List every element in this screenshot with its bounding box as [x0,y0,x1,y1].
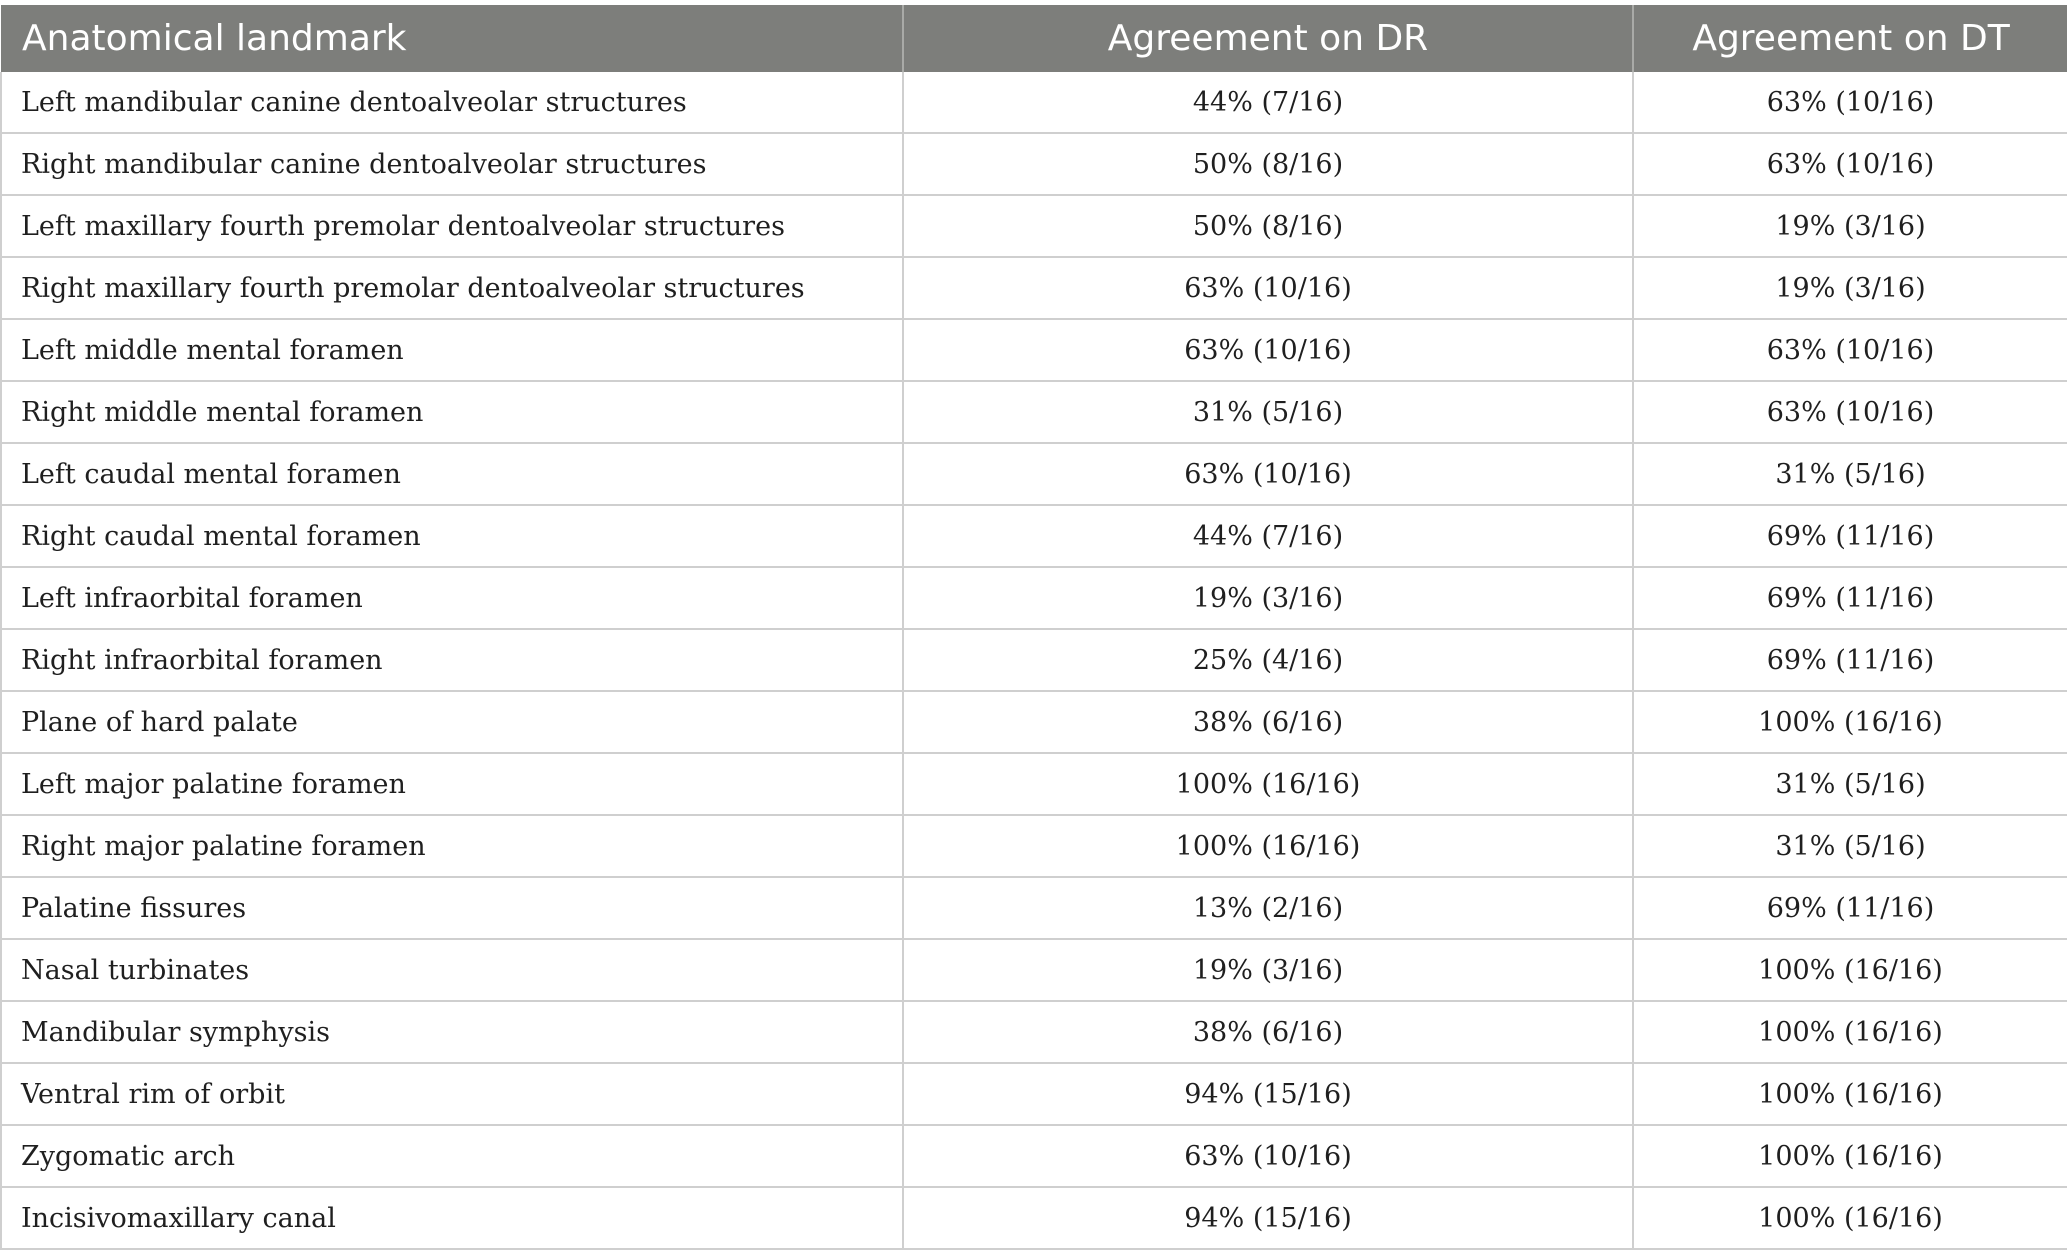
header-agreement-dt: Agreement on DT [1633,5,2067,72]
landmark-cell: Left major palatine foramen [1,753,903,815]
table-row [1,1001,2067,1063]
table-row [1,133,2067,195]
agreement-dt-cell: 69% (11/16) [1633,877,2067,939]
agreement-dr-cell: 38% (6/16) [903,1001,1633,1063]
table-row [1,753,2067,815]
table-row [1,72,2067,133]
landmark-cell: Left middle mental foramen [1,319,903,381]
landmark-cell: Left maxillary fourth premolar dentoalveolar structures [1,195,903,257]
table-row [1,195,2067,257]
agreement-table-container [0,5,2067,1250]
table-row [1,1063,2067,1125]
table-row [1,381,2067,443]
table-row [1,319,2067,381]
agreement-dt-cell: 100% (16/16) [1633,691,2067,753]
landmark-cell: Zygomatic arch [1,1125,903,1187]
agreement-dr-cell: 63% (10/16) [903,257,1633,319]
agreement-dt-cell: 69% (11/16) [1633,629,2067,691]
landmark-cell: Right middle mental foramen [1,381,903,443]
table-row [1,815,2067,877]
agreement-dr-cell: 25% (4/16) [903,629,1633,691]
landmark-cell: Nasal turbinates [1,939,903,1001]
table-row [1,877,2067,939]
agreement-dt-cell: 69% (11/16) [1633,505,2067,567]
agreement-dr-cell: 19% (3/16) [903,939,1633,1001]
agreement-dr-cell: 63% (10/16) [903,443,1633,505]
agreement-dt-cell: 63% (10/16) [1633,72,2067,133]
table-row [1,939,2067,1001]
landmark-cell: Right mandibular canine dentoalveolar structures [1,133,903,195]
table-row [1,567,2067,629]
landmark-cell: Ventral rim of orbit [1,1063,903,1125]
agreement-dr-cell: 31% (5/16) [903,381,1633,443]
landmark-cell: Palatine fissures [1,877,903,939]
header-anatomical-landmark: Anatomical landmark [1,5,903,72]
agreement-dr-cell: 38% (6/16) [903,691,1633,753]
agreement-table [0,5,2067,1250]
landmark-cell: Mandibular symphysis [1,1001,903,1063]
landmark-cell: Left caudal mental foramen [1,443,903,505]
agreement-dt-cell: 100% (16/16) [1633,1187,2067,1249]
agreement-dt-cell: 100% (16/16) [1633,1001,2067,1063]
header-agreement-dr: Agreement on DR [903,5,1633,72]
agreement-dr-cell: 19% (3/16) [903,567,1633,629]
agreement-dt-cell: 31% (5/16) [1633,753,2067,815]
table-row [1,1187,2067,1249]
landmark-cell: Left mandibular canine dentoalveolar structures [1,72,903,133]
agreement-dt-cell: 63% (10/16) [1633,319,2067,381]
table-row [1,1125,2067,1187]
agreement-dr-cell: 44% (7/16) [903,505,1633,567]
agreement-dr-cell: 50% (8/16) [903,133,1633,195]
agreement-dt-cell: 31% (5/16) [1633,443,2067,505]
agreement-dt-cell: 100% (16/16) [1633,1063,2067,1125]
table-body [1,72,2067,1249]
agreement-dt-cell: 19% (3/16) [1633,195,2067,257]
table-row [1,691,2067,753]
agreement-dr-cell: 94% (15/16) [903,1063,1633,1125]
landmark-cell: Right maxillary fourth premolar dentoalveolar structures [1,257,903,319]
agreement-dr-cell: 63% (10/16) [903,319,1633,381]
agreement-dt-cell: 63% (10/16) [1633,133,2067,195]
agreement-dr-cell: 100% (16/16) [903,753,1633,815]
agreement-dt-cell: 31% (5/16) [1633,815,2067,877]
agreement-dr-cell: 94% (15/16) [903,1187,1633,1249]
agreement-dr-cell: 100% (16/16) [903,815,1633,877]
table-row [1,505,2067,567]
table-row [1,443,2067,505]
agreement-dt-cell: 19% (3/16) [1633,257,2067,319]
landmark-cell: Right major palatine foramen [1,815,903,877]
agreement-dt-cell: 69% (11/16) [1633,567,2067,629]
agreement-dr-cell: 50% (8/16) [903,195,1633,257]
landmark-cell: Plane of hard palate [1,691,903,753]
table-row [1,257,2067,319]
table-row [1,629,2067,691]
agreement-dr-cell: 13% (2/16) [903,877,1633,939]
agreement-dt-cell: 100% (16/16) [1633,939,2067,1001]
agreement-dr-cell: 63% (10/16) [903,1125,1633,1187]
landmark-cell: Right caudal mental foramen [1,505,903,567]
agreement-dr-cell: 44% (7/16) [903,72,1633,133]
landmark-cell: Incisivomaxillary canal [1,1187,903,1249]
agreement-dt-cell: 100% (16/16) [1633,1125,2067,1187]
landmark-cell: Right infraorbital foramen [1,629,903,691]
table-header-row [1,5,2067,72]
landmark-cell: Left infraorbital foramen [1,567,903,629]
agreement-dt-cell: 63% (10/16) [1633,381,2067,443]
